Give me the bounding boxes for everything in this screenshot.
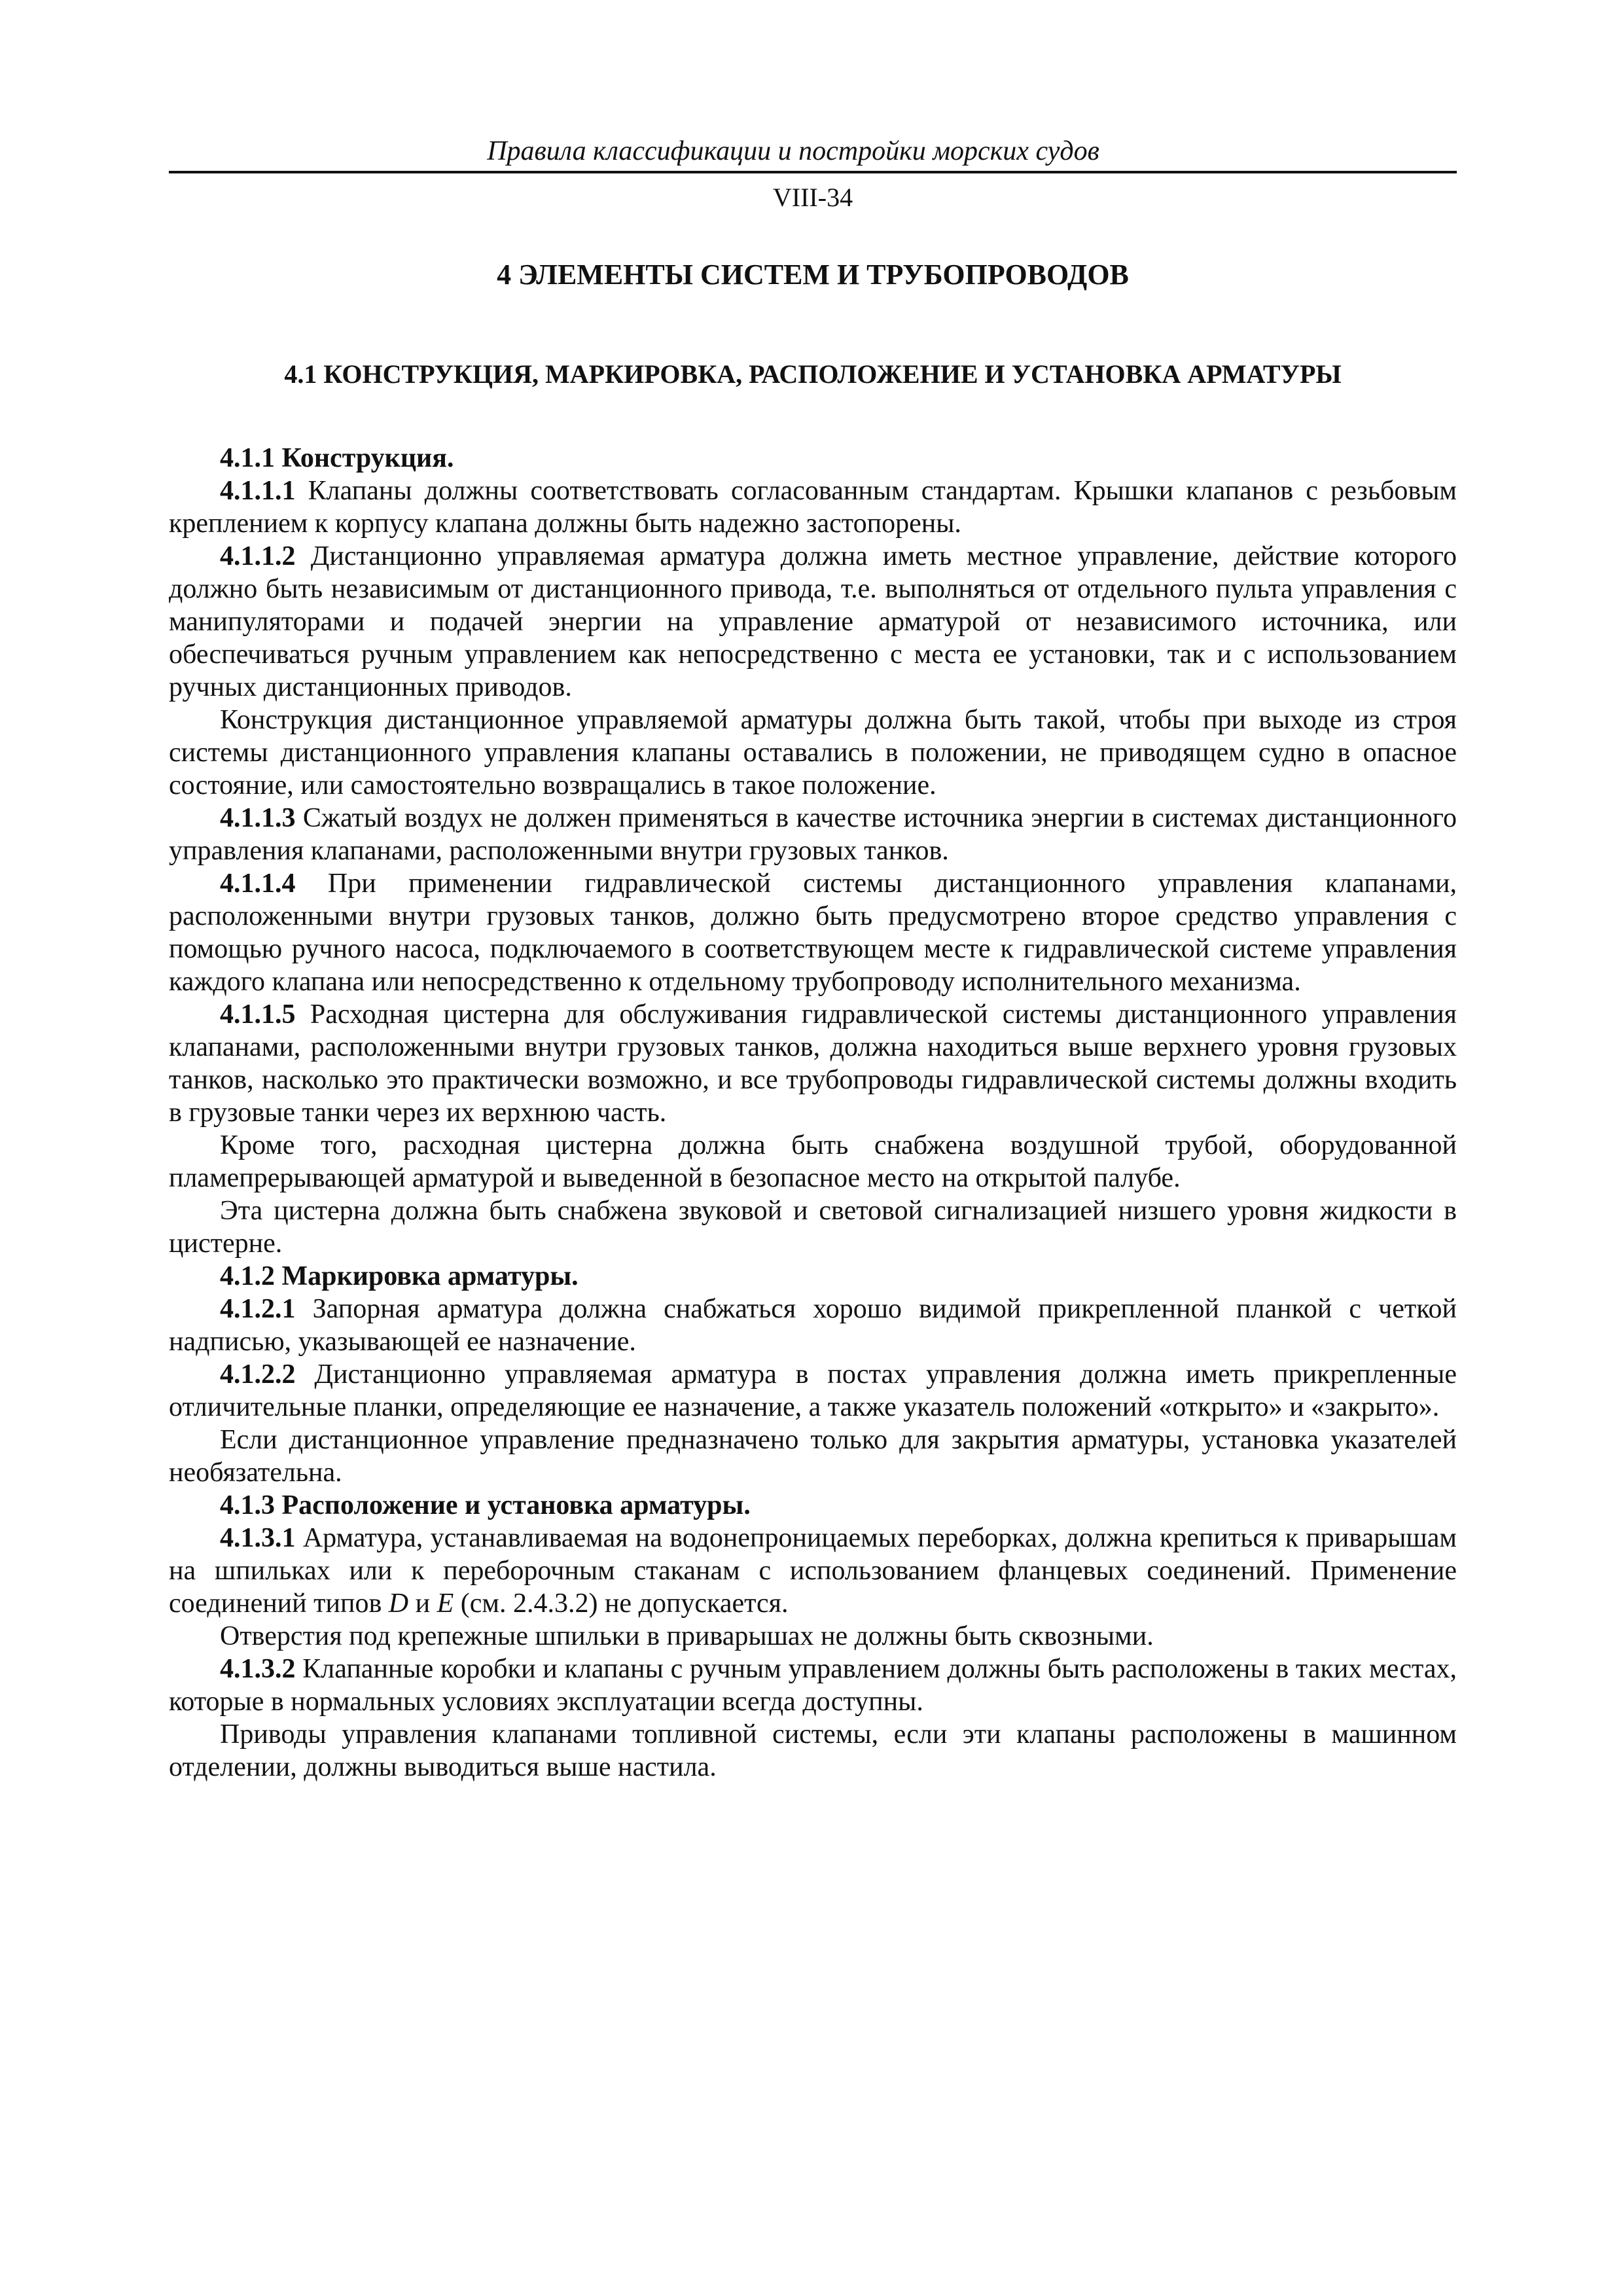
paragraph-4-1-1-1	[169, 475, 1457, 540]
clause-number: 4.1.1.2	[220, 541, 296, 571]
paragraph-4-1-3-1	[169, 1522, 1457, 1620]
paragraph-4-1-3-1-continued: Отверстия под крепежные шпильки в приварышах не должны быть сквозными.	[220, 1621, 1154, 1651]
clause-number: 4.1.1.4	[220, 869, 296, 899]
subsection-heading-4-1-2: 4.1.2 Маркировка арматуры.	[220, 1261, 579, 1291]
paragraph-text: и	[408, 1588, 437, 1619]
paragraph-4-1-1-4	[169, 867, 1457, 998]
paragraph-4-1-1-2	[169, 540, 1457, 704]
page-number: VIII-34	[772, 183, 853, 212]
subsection-heading-4-1-1: 4.1.1 Конструкция.	[220, 443, 454, 473]
paragraph-4-1-3-2-continued: Приводы управления клапанами топливной системы, если эти клапаны расположены в машинном отделении, должны выводиться выше настила.	[169, 1719, 1457, 1782]
document-page	[169, 134, 1457, 1784]
paragraph-text: Запорная арматура должна снабжаться хорошо видимой прикрепленной планкой с четкой надписью, указывающей ее назначение.	[169, 1294, 1457, 1357]
paragraph-text: Дистанционно управляемая арматура в постах управления должна иметь прикрепленные отличительные планки, определяющие ее назначение, а также указатель положений «открыто» и «закрыто».	[169, 1359, 1457, 1422]
paragraph-text: При применении гидравлической системы дистанционного управления клапанами, расположенными внутри грузовых танков, должно быть предусмотрено второе средство управления с помощью ручного насоса, подключаемого в соответствующем месте к гидравлической системе управления каждого клапана или непосредственно к отдельному трубопроводу исполнительного механизма.	[169, 869, 1457, 997]
clause-number: 4.1.1.3	[220, 803, 296, 833]
paragraph-text: Клапанные коробки и клапаны с ручным управлением должны быть расположены в таких местах, которые в нормальных условиях эксплуатации всегда доступны.	[169, 1654, 1457, 1717]
clause-number: 4.1.1.5	[220, 999, 296, 1030]
paragraph-4-1-1-5	[169, 998, 1457, 1129]
paragraph-text: Расходная цистерна для обслуживания гидравлической системы дистанционного управления клапанами, расположенными внутри грузовых танков, должна находиться выше верхнего уровня грузовых танков, насколько это практически возможно, и все трубопроводы гидравлической системы должны входить в грузовые танки через их верхнюю часть.	[169, 999, 1457, 1128]
clause-number: 4.1.1.1	[220, 476, 296, 506]
clause-number: 4.1.3.2	[220, 1654, 296, 1684]
paragraph-4-1-2-1	[169, 1293, 1457, 1358]
clause-number: 4.1.2.2	[220, 1359, 296, 1390]
paragraph-4-1-1-5-continued-2: Эта цистерна должна быть снабжена звуковой и световой сигнализацией низшего уровня жидкости в цистерне.	[169, 1196, 1457, 1259]
paragraph-4-1-2-2-continued: Если дистанционное управление предназначено только для закрытия арматуры, установка указателей необязательна.	[169, 1425, 1457, 1488]
paragraph-4-1-1-3	[169, 802, 1457, 867]
paragraph-4-1-1-2-continued: Конструкция дистанционное управляемой арматуры должна быть такой, чтобы при выходе из строя системы дистанционного управления клапаны оставались в положении, не приводящем судно в опасное состояние, или самостоятельно возвращались в такое положение.	[169, 705, 1457, 800]
paragraph-text: Дистанционно управляемая арматура должна иметь местное управление, действие которого должно быть независимым от дистанционного привода, т.е. выполняться от отдельного пульта управления с манипуляторами и подачей энергии на управление арматурой от независимого источника, или обеспечиваться ручным управлением как непосредственно с места ее установки, так и с использованием ручных дистанционных приводов.	[169, 541, 1457, 702]
chapter-title: 4 ЭЛЕМЕНТЫ СИСТЕМ И ТРУБОПРОВОДОВ	[497, 259, 1129, 291]
paragraph-text: Сжатый воздух не должен применяться в качестве источника энергии в системах дистанционного управления клапанами, расположенными внутри грузовых танков.	[169, 803, 1457, 866]
connection-type-d: D	[388, 1588, 409, 1619]
connection-type-e: E	[437, 1588, 454, 1619]
clause-number: 4.1.2.1	[220, 1294, 296, 1324]
paragraph-text: (см. 2.4.3.2) не допускается.	[454, 1588, 789, 1619]
header-rule	[169, 171, 1457, 173]
paragraph-4-1-3-2	[169, 1653, 1457, 1718]
paragraph-text: Арматура, устанавливаемая на водонепроницаемых переборках, должна крепиться к приварышам на шпильках или к переборочным стаканам с использованием фланцевых соединений. Применение соединений типов	[169, 1523, 1457, 1619]
subsection-heading-4-1-3: 4.1.3 Расположение и установка арматуры.	[220, 1490, 751, 1520]
running-header-title: Правила классификации и постройки морских судов	[487, 136, 1099, 166]
paragraph-4-1-1-5-continued: Кроме того, расходная цистерна должна быть снабжена воздушной трубой, оборудованной пламепрерывающей арматурой и выведенной в безопасное место на открытой палубе.	[169, 1130, 1457, 1193]
clause-number: 4.1.3.1	[220, 1523, 296, 1553]
paragraph-text: Клапаны должны соответствовать согласованным стандартам. Крышки клапанов с резьбовым креплением к корпусу клапана должны быть надежно застопорены.	[169, 476, 1457, 539]
paragraph-4-1-2-2	[169, 1358, 1457, 1424]
body-text	[169, 442, 1457, 1784]
section-title: 4.1 КОНСТРУКЦИЯ, МАРКИРОВКА, РАСПОЛОЖЕНИЕ И УСТАНОВКА АРМАТУРЫ	[284, 359, 1342, 389]
